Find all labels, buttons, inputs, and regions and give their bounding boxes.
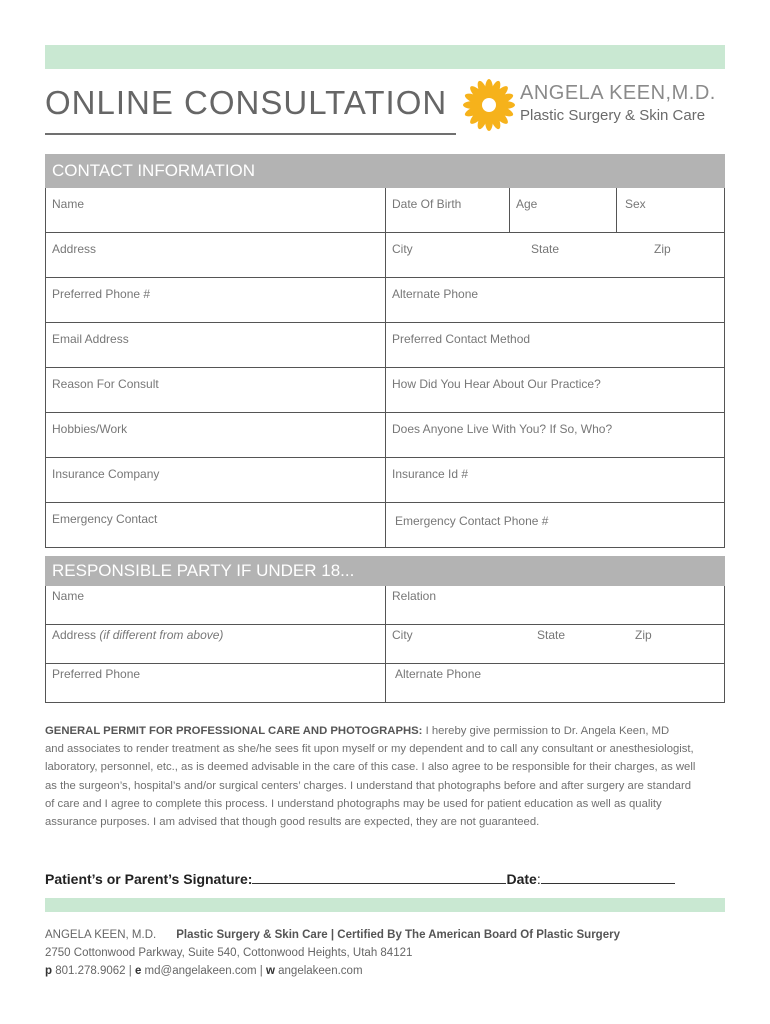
email-prefix: e — [134, 965, 142, 977]
reason-field[interactable] — [46, 368, 385, 412]
zip-label: Zip — [654, 242, 671, 256]
contact-row-name — [45, 188, 725, 233]
footer-phone: 801.278.9062 | — [52, 965, 135, 977]
responsible-alt-phone-label: Alternate Phone — [395, 667, 482, 681]
city-label: City — [392, 242, 413, 256]
insurance-field[interactable] — [46, 458, 385, 502]
page-title: ONLINE CONSULTATION — [45, 84, 448, 121]
contact-row-reason — [45, 368, 725, 413]
bottom-accent-bar — [45, 898, 725, 912]
top-accent-bar — [45, 45, 725, 69]
contact-method-field[interactable] — [385, 323, 724, 367]
contact-row-email — [45, 323, 725, 368]
date-colon: : — [536, 871, 541, 887]
relation-field[interactable] — [385, 586, 724, 624]
responsible-address-label — [52, 628, 223, 642]
signature-block — [45, 869, 675, 887]
logo-name: ANGELA KEEN,M.D. — [520, 82, 716, 104]
permit-line: laboratory, personnel, etc., as is deemed advisable in the care of this case. I also agree to be responsible for their charges, as well — [45, 761, 696, 774]
live-with-field[interactable] — [385, 413, 724, 457]
phone-field[interactable] — [46, 278, 385, 322]
contact-row-emergency — [45, 503, 725, 548]
sex-label: Sex — [625, 197, 646, 211]
dob-field[interactable] — [385, 188, 509, 232]
responsible-row-name — [45, 586, 725, 625]
age-label: Age — [516, 197, 538, 211]
insurance-id-label: Insurance Id # — [392, 467, 469, 481]
contact-row-phone — [45, 278, 725, 323]
responsible-name-field[interactable] — [46, 586, 385, 624]
general-permit-paragraph — [45, 722, 725, 831]
name-field[interactable] — [46, 188, 385, 232]
footer-email[interactable]: md@angelakeen.com | — [141, 965, 266, 977]
insurance-id-field[interactable] — [385, 458, 724, 502]
alt-phone-label: Alternate Phone — [392, 287, 479, 301]
date-label: Date — [506, 871, 537, 887]
permit-line: assurance purposes. I am advised that though good results are expected, they are not guaranteed. — [45, 816, 540, 829]
footer-name: ANGELA KEEN, M.D. — [45, 929, 157, 941]
logo-tagline: Plastic Surgery & Skin Care — [520, 107, 706, 124]
state-label: State — [531, 242, 560, 256]
footer-address: 2750 Cottonwood Parkway, Suite 540, Cottonwood Heights, Utah 84121 — [45, 947, 413, 959]
responsible-city-label: City — [392, 628, 413, 642]
address-field[interactable] — [46, 233, 385, 277]
permit-line: of care and I agree to complete this process. I understand photographs may be used for patient education as well as quality — [45, 797, 662, 810]
name-label: Name — [52, 197, 85, 211]
responsible-state-label: State — [537, 628, 566, 642]
responsible-name-label: Name — [52, 589, 85, 603]
emergency-field[interactable] — [46, 503, 385, 547]
city-state-zip-field[interactable] — [385, 233, 724, 277]
responsible-row-phone — [45, 664, 725, 703]
hear-about-field[interactable] — [385, 368, 724, 412]
flower-center — [482, 98, 496, 112]
emergency-phone-field[interactable] — [385, 503, 724, 547]
signature-label: Patient’s or Parent’s Signature: — [45, 871, 253, 887]
web-prefix: w — [265, 965, 275, 977]
responsible-city-state-zip-field[interactable] — [385, 625, 724, 663]
contact-row-address — [45, 233, 725, 278]
permit-line-text: I hereby give permission to Dr. Angela Keen, MD — [422, 725, 670, 737]
dob-label: Date Of Birth — [392, 197, 462, 211]
responsible-section-header: RESPONSIBLE PARTY IF UNDER 18... — [45, 556, 725, 586]
permit-line — [45, 722, 725, 740]
footer-tagline: Plastic Surgery & Skin Care | Certified By The American Board Of Plastic Surgery — [176, 929, 620, 941]
insurance-label: Insurance Company — [52, 467, 160, 481]
relation-label: Relation — [392, 589, 437, 603]
sunflower-icon — [462, 78, 516, 132]
responsible-phone-field[interactable] — [46, 664, 385, 702]
address-text: Address — [52, 628, 97, 642]
address-label: Address — [52, 242, 97, 256]
live-with-label: Does Anyone Live With You? If So, Who? — [392, 422, 613, 436]
emergency-label: Emergency Contact — [52, 512, 158, 526]
signature-line[interactable] — [252, 869, 506, 884]
responsible-row-address — [45, 625, 725, 664]
hear-about-label: How Did You Hear About Our Practice? — [392, 377, 601, 391]
email-label: Email Address — [52, 332, 129, 346]
email-field[interactable] — [46, 323, 385, 367]
sex-field[interactable] — [616, 188, 724, 232]
permit-line: as the surgeon’s, hospital’s and/or surgical centers’ charges. I understand that photographs before and after surgery are standard — [45, 779, 691, 792]
contact-method-label: Preferred Contact Method — [392, 332, 531, 346]
permit-heading: GENERAL PERMIT FOR PROFESSIONAL CARE AND PHOTOGRAPHS: — [45, 725, 423, 737]
footer-title-line — [45, 929, 620, 941]
contact-section-header: CONTACT INFORMATION — [45, 154, 725, 188]
age-field[interactable] — [509, 188, 616, 232]
title-underline — [45, 133, 456, 135]
footer-contact-line — [45, 965, 363, 977]
alt-phone-field[interactable] — [385, 278, 724, 322]
responsible-address-field[interactable] — [46, 625, 385, 663]
emergency-phone-label: Emergency Contact Phone # — [395, 514, 549, 528]
permit-line: and associates to render treatment as she/he sees fit upon myself or my dependent and to call any consultant or anesthesiologist, — [45, 743, 694, 756]
responsible-alt-phone-field[interactable] — [385, 664, 724, 702]
address-note: (if different from above) — [99, 628, 224, 642]
footer-web[interactable]: angelakeen.com — [274, 965, 363, 977]
responsible-zip-label: Zip — [635, 628, 652, 642]
hobbies-field[interactable] — [46, 413, 385, 457]
date-line[interactable] — [541, 869, 675, 884]
reason-label: Reason For Consult — [52, 377, 159, 391]
responsible-phone-label: Preferred Phone — [52, 667, 141, 681]
hobbies-label: Hobbies/Work — [52, 422, 128, 436]
phone-prefix: p — [45, 965, 53, 977]
contact-row-hobbies — [45, 413, 725, 458]
phone-label: Preferred Phone # — [52, 287, 151, 301]
contact-row-insurance — [45, 458, 725, 503]
